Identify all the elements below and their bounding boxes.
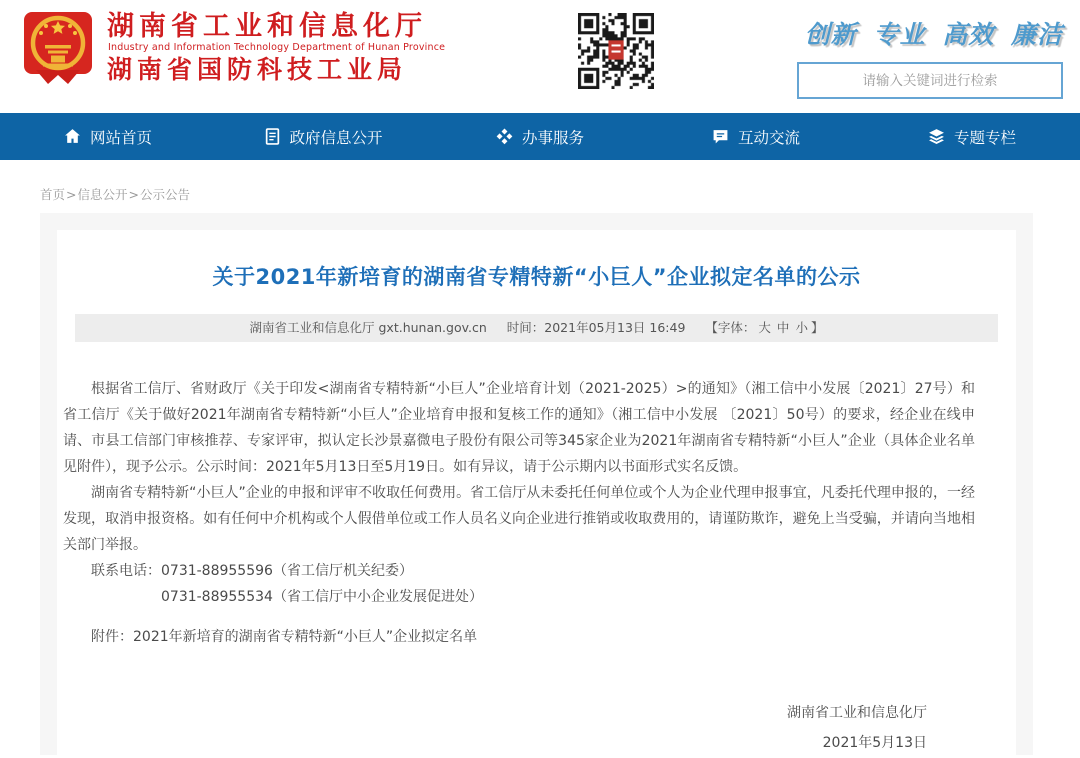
article-title: 关于2021年新培育的湖南省专精特新“小巨人”企业拟定名单的公示 (212, 265, 861, 289)
department-name-english: Industry and Information Technology Department of Hunan Province (108, 42, 446, 53)
article-meta-bar (75, 314, 998, 342)
nav-item-services[interactable] (432, 113, 648, 160)
nav-item-home[interactable] (0, 113, 216, 160)
article-card (57, 230, 1016, 755)
slogan-banner (797, 15, 1063, 51)
qr-code (578, 13, 654, 89)
nav-item-special-topics[interactable] (864, 113, 1080, 160)
breadcrumb-home[interactable]: 首页 (40, 187, 66, 202)
signature-date: 2021年5月13日 (822, 735, 927, 751)
article-time: 时间：2021年05月13日 16:49 (506, 320, 686, 335)
nav-item-label: 网站首页 (89, 128, 152, 147)
department-titles (107, 13, 445, 82)
department-name-primary: 湖南省工业和信息化厅 (107, 11, 427, 42)
contact-phone-line-2: 0731-88955534（省工信厅中小企业发展促进处） (161, 589, 483, 605)
signature-org: 湖南省工业和信息化厅 (787, 705, 927, 721)
font-size-prefix: 【字体： (705, 320, 756, 335)
layers-icon (928, 128, 945, 145)
breadcrumb-info-disclosure[interactable]: 信息公开 (77, 187, 128, 202)
slogan-word: 专业 (873, 20, 926, 49)
contact-phone-line-1: 联系电话：0731-88955596（省工信厅机关纪委） (91, 563, 413, 579)
attachment-label: 附件： (91, 629, 133, 645)
nav-item-label: 政府信息公开 (289, 128, 383, 147)
breadcrumb (40, 185, 1080, 203)
nav-item-interaction[interactable] (648, 113, 864, 160)
paragraph: 湖南省专精特新“小巨人”企业的申报和评审不收取任何费用。省工信厅从未委托任何单位或个人为企业代理申报事宜，凡委托代理申报的，一经发现，取消申报资格。如有任何中介机构或个人假借单位或工作人员名义向企业进行推销或收取费用的，请谨防欺诈，避免上当受骗，并请向当地相关部门举报。 (63, 485, 975, 553)
chat-icon (712, 128, 729, 145)
slogan-word: 廉洁 (1010, 20, 1063, 49)
slogan-word: 创新 (804, 20, 857, 49)
main-nav (0, 113, 1080, 160)
article-body (57, 342, 1016, 758)
search-input[interactable] (799, 64, 1061, 97)
site-header (0, 0, 1080, 113)
service-icon (496, 128, 513, 145)
attachment-link[interactable]: 2021年新培育的湖南省专精特新“小巨人”企业拟定名单 (133, 629, 478, 645)
attachment-line (63, 624, 975, 650)
article-source: 湖南省工业和信息化厅 gxt.hunan.gov.cn (249, 320, 487, 335)
document-icon (265, 128, 280, 145)
font-size-medium-button[interactable]: 中 (776, 320, 790, 335)
home-icon (64, 128, 81, 145)
search-box (797, 62, 1063, 99)
signature-block (63, 698, 975, 758)
nav-item-label: 办事服务 (521, 128, 584, 147)
font-size-small-button[interactable]: 小 (795, 320, 808, 335)
breadcrumb-separator: > (128, 187, 139, 202)
slogan-word: 高效 (942, 20, 995, 49)
font-size-large-button[interactable]: 大 (758, 320, 771, 335)
nav-item-label: 专题专栏 (953, 128, 1016, 147)
department-name-secondary: 湖南省国防科技工业局 (107, 54, 408, 84)
national-emblem-logo (22, 12, 94, 88)
breadcrumb-current: 公示公告 (140, 187, 191, 202)
nav-item-label: 互动交流 (737, 128, 800, 147)
content-panel (40, 213, 1033, 755)
paragraph: 根据省工信厅、省财政厅《关于印发<湖南省专精特新“小巨人”企业培育计划（2021-2025）>的通知》（湘工信中小发展〔2021〕27号）和省工信厅《关于做好2021年湖南省专精特新“小巨人”企业培育申报和复核工作的通知》（湘工信中小发展 〔2021〕50号）的要求，经企业在线申请、市县工信部门审核推荐、专家评审，拟认定长沙景嘉微电子股份有限公司等345家企业为2021年湖南省专精特新“小巨人”企业（具体企业名单见附件），现予公示。公示时间：2021年5月13日至5月19日。如有异议，请于公示期内以书面形式实名反馈。 (63, 381, 975, 475)
font-size-suffix: 】 (810, 320, 824, 335)
nav-item-gov-info[interactable] (216, 113, 432, 160)
breadcrumb-separator: > (66, 187, 77, 202)
